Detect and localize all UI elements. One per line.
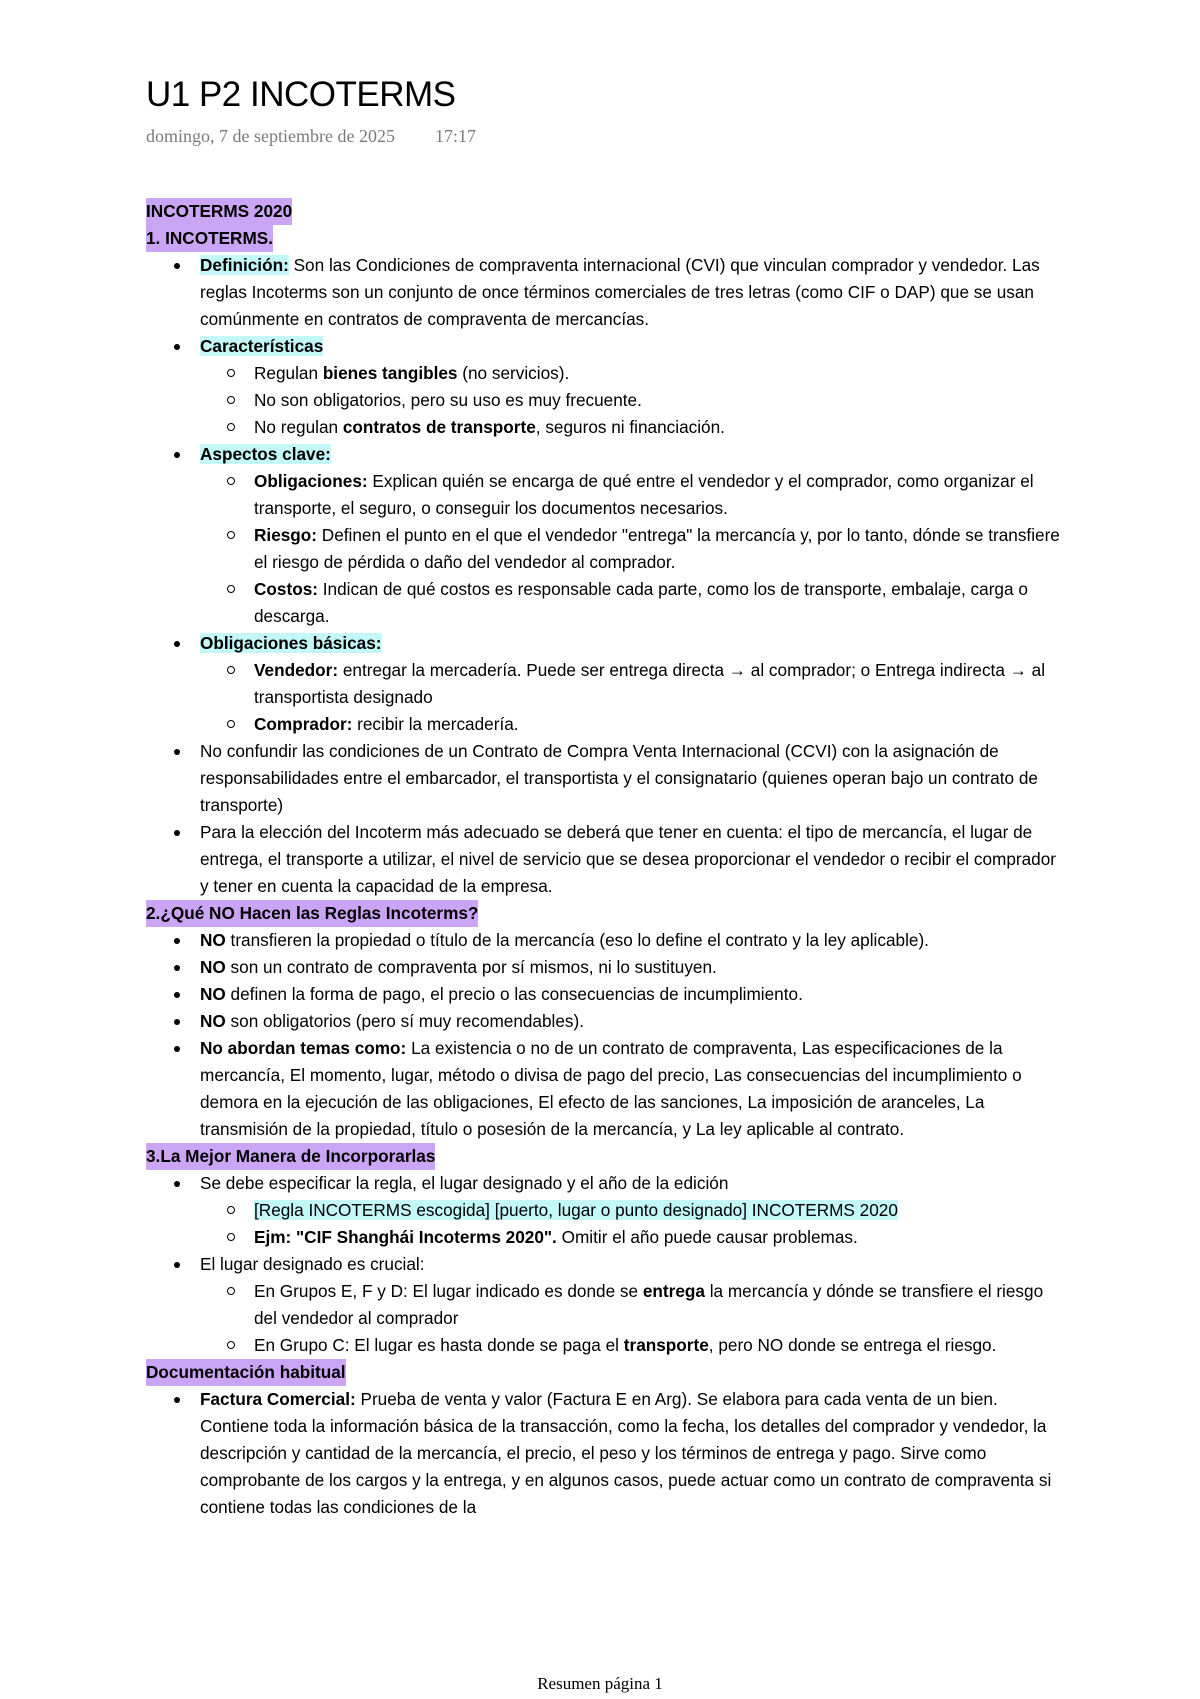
text: recibir la mercadería.	[352, 714, 519, 734]
sub-list	[200, 1278, 1066, 1359]
list-item	[146, 981, 1066, 1008]
key-aspects-label: Aspectos clave:	[200, 444, 331, 464]
basic-obligations-label: Obligaciones básicas:	[200, 633, 382, 653]
bold-text: NO	[200, 930, 226, 950]
page-meta	[146, 126, 1066, 150]
text: La existencia o no de un contrato de compraventa, Las especificaciones de la mercancía, El momento, lugar, método o divisa de pago del precio, Las consecuencias del incumplimiento o demora en la ejecución de las obligaciones, El efecto de las sanciones, La imposición de aranceles, La transmisión de la propiedad, título o posesión de la mercancía, y La ley aplicable al contrato.	[200, 1038, 1022, 1139]
text: En Grupo C: El lugar es hasta donde se paga el	[254, 1335, 624, 1355]
bold-text: Obligaciones:	[254, 471, 368, 491]
section-3-list	[146, 1170, 1066, 1359]
text: Omitir el año puede causar problemas.	[556, 1227, 858, 1247]
text: la mercancía y dónde se transfiere el riesgo del vendedor al comprador	[254, 1281, 1044, 1328]
bold-text: Factura Comercial:	[200, 1389, 356, 1409]
text: entregar la mercadería. Puede ser entrega directa → al comprador; o Entrega indirecta → al transportista designado	[254, 660, 1046, 707]
list-item	[146, 630, 1066, 738]
text: Se debe especificar la regla, el lugar designado y el año de la edición	[200, 1173, 729, 1193]
list-item	[200, 522, 1066, 576]
text: definen la forma de pago, el precio o las consecuencias de incumplimiento.	[225, 984, 803, 1004]
text: Indican de qué costos es responsable cada parte, como los de transporte, embalaje, carga o descarga.	[254, 579, 1028, 626]
text: son obligatorios (pero sí muy recomendables).	[225, 1011, 585, 1031]
bold-text: NO	[200, 957, 226, 977]
list-item: Para la elección del Incoterm más adecuado se deberá que tener en cuenta: el tipo de mercancía, el lugar de entrega, el transporte a utilizar, el nivel de servicio que se desea proporcionar el vendedor o recibir el comprador y tener en cuenta la capacidad de la empresa.	[146, 819, 1066, 900]
section-4-heading: Documentación habitual	[146, 1359, 346, 1386]
text: No regulan	[254, 417, 343, 437]
list-item	[200, 468, 1066, 522]
page-time: 17:17	[434, 126, 476, 146]
page-date: domingo, 7 de septiembre de 2025	[146, 126, 395, 146]
text: transfieren la propiedad o título de la mercancía (eso lo define el contrato y la ley aplicable).	[225, 930, 929, 950]
list-item	[200, 1224, 1066, 1251]
list-item	[200, 657, 1066, 711]
basic-obligations-list	[200, 657, 1066, 738]
bold-text: entrega	[642, 1281, 705, 1301]
list-item: No son obligatorios, pero su uso es muy frecuente.	[200, 387, 1066, 414]
list-item	[146, 927, 1066, 954]
page-title: U1 P2 INCOTERMS	[146, 75, 456, 114]
list-item	[200, 360, 1066, 387]
text: son un contrato de compraventa por sí mismos, ni lo sustituyen.	[225, 957, 717, 977]
definition-label: Definición:	[200, 255, 289, 275]
section-1-heading: 1. INCOTERMS.	[146, 225, 273, 252]
bold-text: No abordan temas como:	[200, 1038, 407, 1058]
bold-text: Ejm: "CIF Shanghái Incoterms 2020".	[254, 1227, 557, 1247]
list-item	[200, 1332, 1066, 1359]
text: En Grupos E, F y D: El lugar indicado es donde se	[254, 1281, 643, 1301]
text: El lugar designado es crucial:	[200, 1254, 425, 1274]
list-item	[200, 576, 1066, 630]
page-footer: Resumen página 1	[537, 1674, 663, 1693]
highlighted-text: [Regla INCOTERMS escogida] [puerto, lugar o punto designado] INCOTERMS 2020	[254, 1200, 898, 1220]
bold-text: bienes tangibles	[322, 363, 458, 383]
list-item	[146, 1170, 1066, 1251]
text: (no servicios).	[457, 363, 570, 383]
characteristics-list	[200, 360, 1066, 441]
bold-text: Vendedor:	[254, 660, 339, 680]
text: Definen el punto en el que el vendedor "entrega" la mercancía y, por lo tanto, dónde se transfiere el riesgo de pérdida o daño del vendedor al comprador.	[254, 525, 1060, 572]
section-2-list	[146, 927, 1066, 1143]
list-item	[146, 441, 1066, 630]
characteristics-label: Características	[200, 336, 324, 356]
list-item	[200, 711, 1066, 738]
bold-text: NO	[200, 984, 226, 1004]
list-item	[146, 1386, 1066, 1521]
text: Regulan	[254, 363, 323, 383]
section-4-list	[146, 1386, 1066, 1521]
text: , seguros ni financiación.	[535, 417, 725, 437]
list-item	[146, 1008, 1066, 1035]
text: Explican quién se encarga de qué entre el vendedor y el comprador, como organizar el transporte, el seguro, o conseguir los documentos necesarios.	[254, 471, 1034, 518]
bold-text: transporte	[623, 1335, 709, 1355]
bold-text: Comprador:	[254, 714, 353, 734]
list-item	[200, 1197, 1066, 1224]
page	[146, 74, 1066, 1521]
definition-text: Son las Condiciones de compraventa internacional (CVI) que vinculan comprador y vendedor. Las reglas Incoterms son un conjunto de once términos comerciales de tres letras (como CIF o DAP) que se usan comúnmente en contratos de compraventa de mercancías.	[200, 255, 1040, 329]
section-1-list	[146, 252, 1066, 900]
list-item	[146, 252, 1066, 333]
bold-text: NO	[200, 1011, 226, 1031]
text: Prueba de venta y valor (Factura E en Arg). Se elabora para cada venta de un bien. Contiene toda la información básica de la transacción, como la fecha, los detalles del comprador y vendedor, la descripción y cantidad de la mercancía, el precio, el peso y los términos de entrega y pago. Sirve como comprobante de los cargos y la entrega, y en algunos casos, puede actuar como un contrato de compraventa si contiene todas las condiciones de la	[200, 1389, 1052, 1517]
main-heading: INCOTERMS 2020	[146, 198, 292, 225]
bold-text: Riesgo:	[254, 525, 318, 545]
sub-list	[200, 1197, 1066, 1251]
bold-text: contratos de transporte	[342, 417, 536, 437]
list-item	[146, 333, 1066, 441]
section-3-heading: 3.La Mejor Manera de Incorporarlas	[146, 1143, 435, 1170]
list-item	[146, 954, 1066, 981]
list-item	[146, 1035, 1066, 1143]
text: , pero NO donde se entrega el riesgo.	[708, 1335, 997, 1355]
key-aspects-list	[200, 468, 1066, 630]
note-content	[146, 198, 1066, 1521]
bold-text: Costos:	[254, 579, 318, 599]
list-item: No confundir las condiciones de un Contrato de Compra Venta Internacional (CCVI) con la asignación de responsabilidades entre el embarcador, el transportista y el consignatario (quienes operan bajo un contrato de transporte)	[146, 738, 1066, 819]
list-item	[146, 1251, 1066, 1359]
list-item	[200, 414, 1066, 441]
list-item	[200, 1278, 1066, 1332]
section-2-heading: 2.¿Qué NO Hacen las Reglas Incoterms?	[146, 900, 478, 927]
